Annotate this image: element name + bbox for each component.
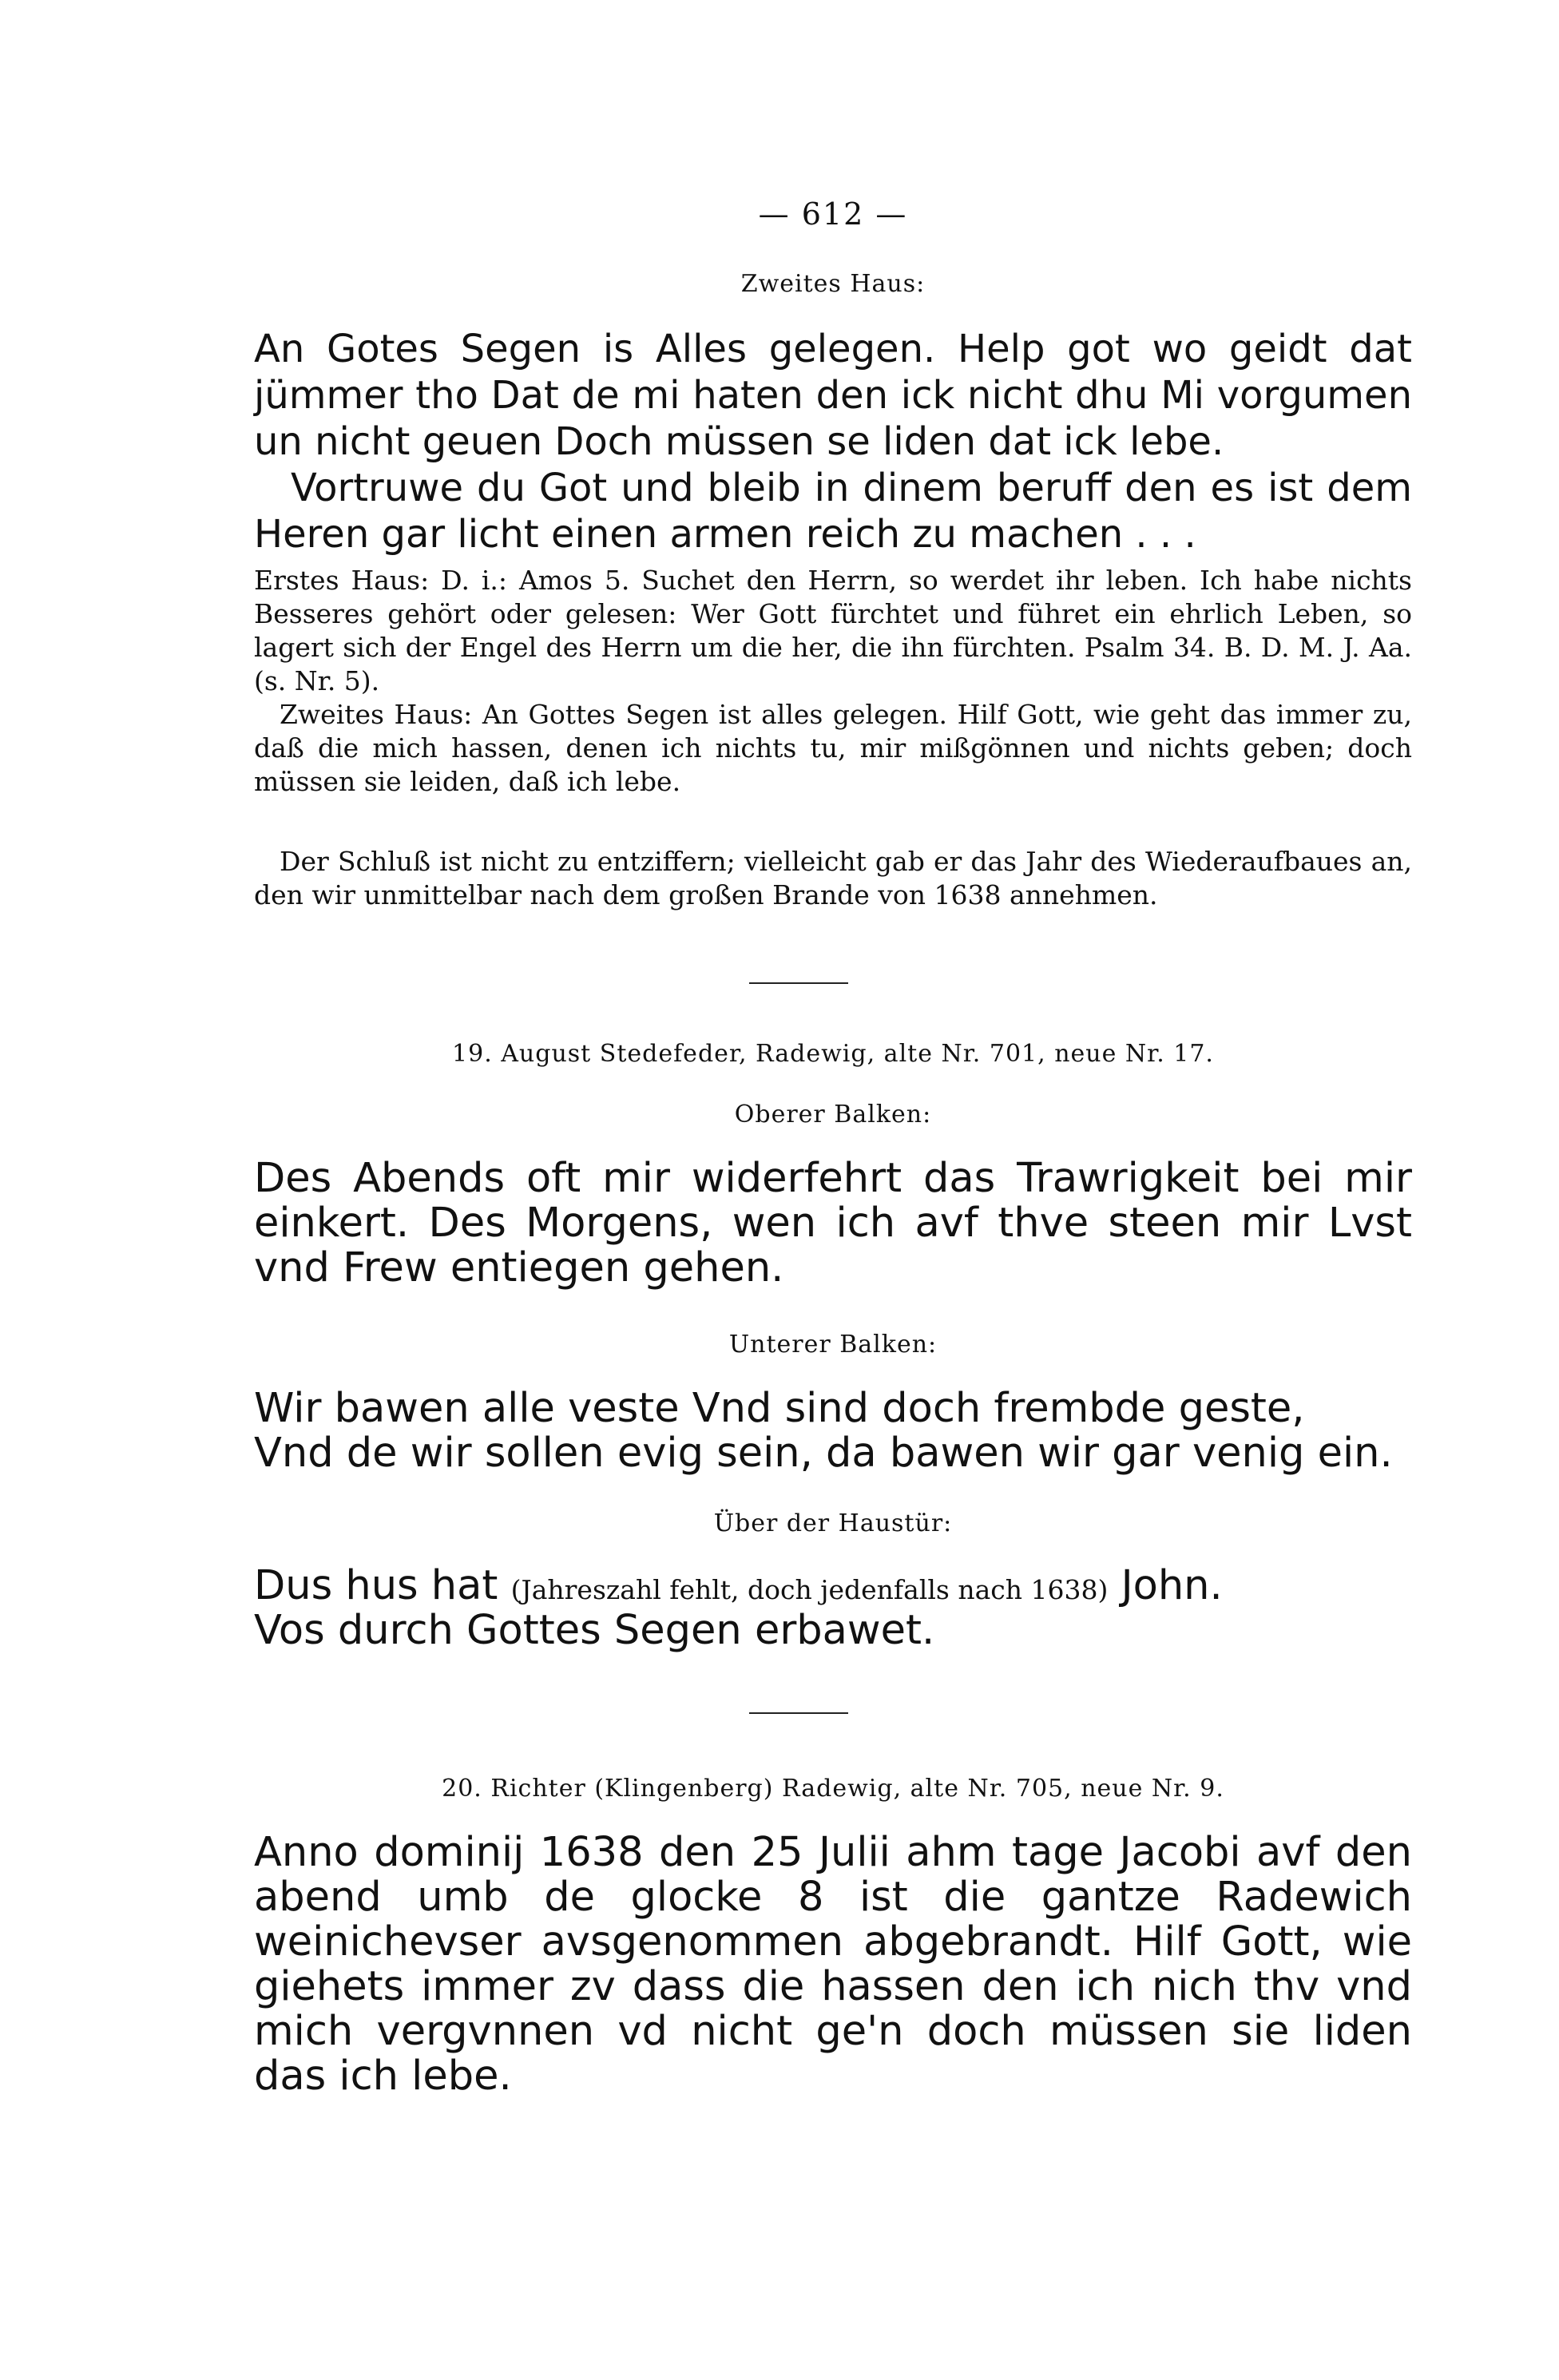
note-conclusion: [254, 845, 1412, 912]
inscription-line-2: Vortruwe du Got und bleib in dinem beruff den es ist dem Heren gar licht einen armen reich zu machen . . .: [254, 466, 1412, 557]
section-divider-2: [749, 1712, 848, 1714]
note-conclusion-text: Der Schluß ist nicht zu entziffern; vielleicht gab er das Jahr des Wiederaufbaues an, den wir unmittelbar nach dem großen Brande von 1638 annehmen.: [254, 846, 1412, 910]
note-first-house: Erstes Haus: D. i.: Amos 5. Suchet den Herrn, so werdet ihr leben. Ich habe nichts Besseres gehört oder gelesen: Wer Gott fürchtet und führet ein ehrlich Leben, so lagert sich der Engel des Herrn um die her, die ihn fürchten. Psalm 34. B. D. M. J. Aa. (s. Nr. 5).: [254, 565, 1412, 696]
door-inscription-line-2: Vos durch Gottes Segen erbawet.: [254, 1607, 935, 1654]
door-inscription-line-1: [254, 1564, 1412, 1612]
entry-20-inscription: Anno dominij 1638 den 25 Julii ahm tage Jacobi avf den abend umb de glocke 8 ist die gantze Radewich weinichevser avsgenommen abgebrandt. Hilf Gott, wie giehets immer zv dass die hassen den ich nich thv vnd mich vergvnnen vd nicht ge'n doch müssen sie liden das ich lebe.: [254, 1829, 1412, 2100]
inscription-line-1: An Gotes Segen is Alles gelegen. Help got wo geidt dat jümmer tho Dat de mi haten den ick nicht dhu Mi vorgumen un nicht geuen Doch müssen se liden dat ick lebe.: [254, 327, 1412, 464]
translation-notes: [254, 564, 1412, 799]
section-divider: [749, 982, 848, 984]
upper-beam-inscription: Des Abends oft mir widerfehrt das Trawrigkeit bei mir einkert. Des Morgens, wen ich avf thve steen mir Lvst vnd Frew entiegen gehen.: [254, 1155, 1412, 1291]
lower-beam-line-1: Wir bawen alle veste Vnd sind doch frembde geste,: [254, 1385, 1305, 1432]
page-number: — 612 —: [758, 196, 908, 232]
note-second-house: Zweites Haus: An Gottes Segen ist alles gelegen. Hilf Gott, wie geht das immer zu, daß die mich hassen, denen ich nichts tu, mir mißgönnen und nichts geben; doch müssen sie leiden, daß ich lebe.: [254, 699, 1412, 797]
second-house-label: Zweites Haus:: [740, 270, 926, 298]
door-editorial-note: (Jahreszahl fehlt, doch jedenfalls nach 1638): [510, 1574, 1109, 1605]
entry-20-heading: 20. Richter (Klingenberg) Radewig, alte Nr. 705, neue Nr. 9.: [442, 1775, 1224, 1803]
lower-beam-label: Unterer Balken:: [728, 1331, 938, 1359]
door-text-end: John.: [1121, 1562, 1223, 1609]
lower-beam-line-2: Vnd de wir sollen evig sein, da bawen wir gar venig ein.: [254, 1430, 1393, 1477]
entry-19-heading: 19. August Stedefeder, Radewig, alte Nr. 701, neue Nr. 17.: [452, 1040, 1214, 1068]
door-text-start: Dus hus hat: [254, 1562, 498, 1609]
upper-beam-label: Oberer Balken:: [734, 1101, 932, 1129]
over-door-label: Über der Haustür:: [713, 1509, 953, 1537]
